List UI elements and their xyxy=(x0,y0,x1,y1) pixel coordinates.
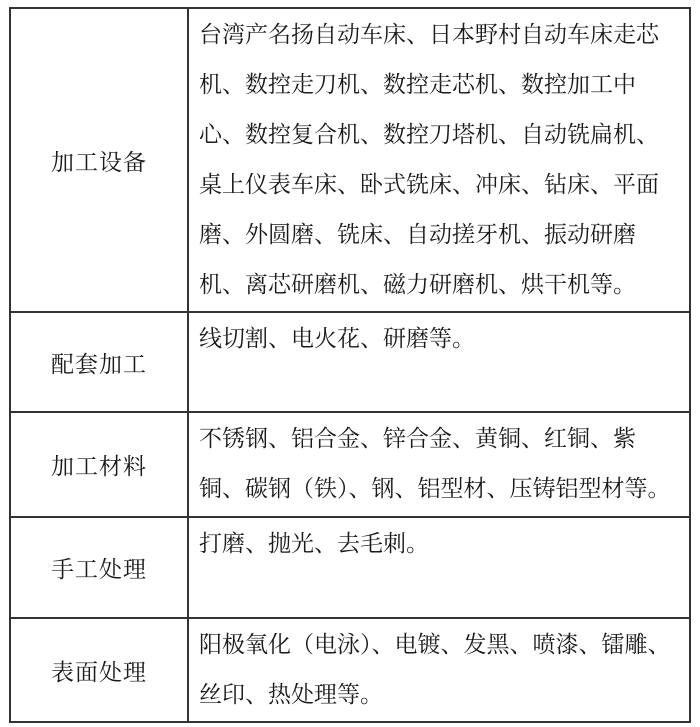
row-content-equipment: 台湾产名扬自动车床、日本野村自动车床走芯机、数控走刀机、数控走芯机、数控加工中心、数控复合机、数控刀塔机、自动铣扁机、桌上仪表车床、卧式铣床、冲床、钻床、平面磨、外圆磨、铣床、自动搓牙机、振动研磨机、离芯研磨机、磁力研磨机、烘干机等。 xyxy=(188,8,690,312)
table-row xyxy=(10,8,690,312)
spec-table xyxy=(9,7,691,723)
row-label-surface: 表面处理 xyxy=(10,618,188,722)
row-label-equipment: 加工设备 xyxy=(10,8,188,312)
table-row xyxy=(10,517,690,618)
row-label-support: 配套加工 xyxy=(10,312,188,412)
row-label-materials: 加工材料 xyxy=(10,412,188,517)
row-label-manual: 手工处理 xyxy=(10,517,188,618)
row-content-support: 线切割、电火花、研磨等。 xyxy=(188,312,690,412)
table-row xyxy=(10,312,690,412)
table-row xyxy=(10,618,690,722)
row-content-surface: 阳极氧化（电泳）、电镀、发黑、喷漆、镭雕、丝印、热处理等。 xyxy=(188,618,690,722)
table-row xyxy=(10,412,690,517)
row-content-materials: 不锈钢、铝合金、锌合金、黄铜、红铜、紫铜、碳钢（铁）、钢、铝型材、压铸铝型材等。 xyxy=(188,412,690,517)
row-content-manual: 打磨、抛光、去毛刺。 xyxy=(188,517,690,618)
